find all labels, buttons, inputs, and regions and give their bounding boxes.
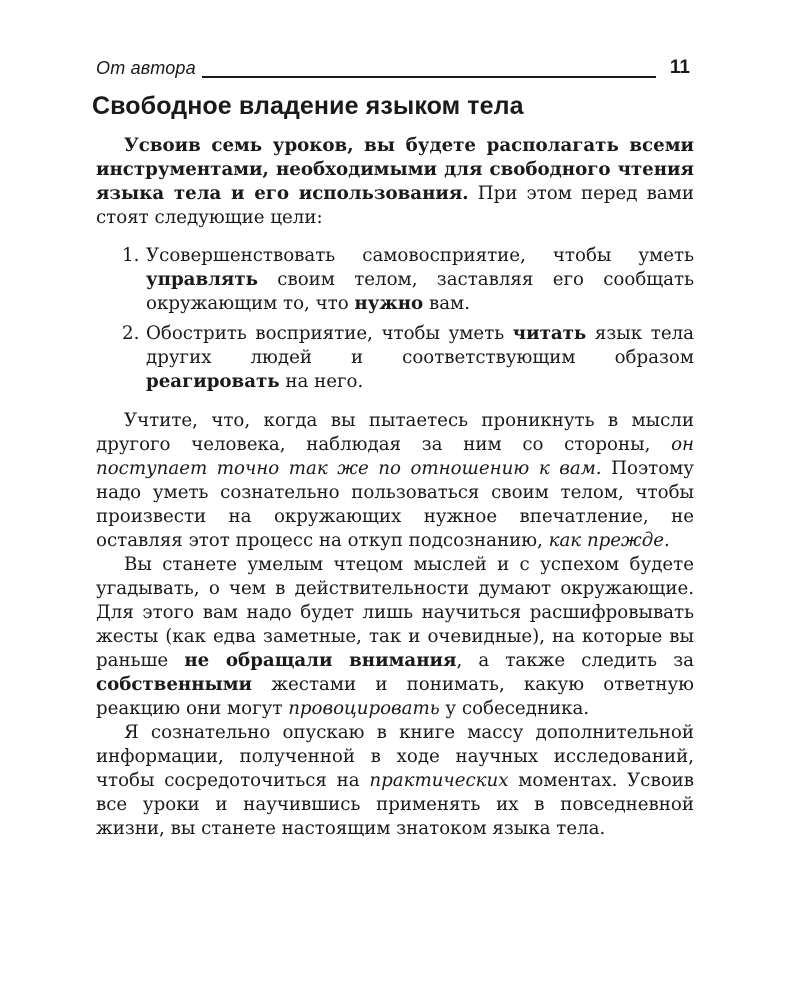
paragraph-3: [96, 721, 694, 841]
running-head: [96, 56, 692, 84]
paragraph-text: . Поэтому надо уметь сознательно пользоваться своим телом, чтобы произвести на окружающих нужное впечатление, не оставляя этот процесс на откуп подсознанию,: [96, 458, 694, 551]
paragraph-text: моментах. Усвоив все уроки и научившись применять их в повседневной жизни, вы станете настоящим знатоком языка тела.: [96, 770, 694, 839]
paragraph-2: [96, 553, 694, 721]
paragraph-text: , а также следить за: [456, 650, 694, 671]
page-number: 11: [669, 57, 690, 78]
goal-text: Усовершенствовать самовосприятие, чтобы уметь: [146, 245, 694, 266]
goal-text: язык тела других людей и соответствующим образом: [146, 323, 694, 368]
paragraph-bold: собственными: [96, 674, 253, 695]
section-heading: Свободное владение языком тела: [92, 92, 524, 120]
goal-emphasis: управлять: [146, 269, 258, 290]
goal-item-1: [96, 244, 694, 316]
running-head-rule: [202, 76, 656, 78]
paragraph-text: у собеседника.: [439, 698, 590, 719]
goal-text: своим телом, заставляя его сообщать окружающим то, что: [146, 269, 694, 314]
goal-number: 1.: [122, 245, 140, 266]
paragraph-text: Учтите, что, когда вы пытаетесь проникнуть в мысли другого человека, наблюдая за ним со стороны,: [96, 410, 694, 455]
intro-paragraph: [96, 134, 694, 230]
paragraph-italic: практических: [369, 770, 509, 791]
goal-text: Обострить восприятие, чтобы уметь: [146, 323, 513, 344]
paragraph-text: Я сознательно опускаю в книге массу дополнительной информации, полученной в ходе научных исследований, чтобы сосредоточиться на: [96, 722, 694, 791]
paragraph-bold: не обращали внимания: [184, 650, 457, 671]
goals-list: [96, 244, 694, 394]
goal-text: на него.: [279, 371, 364, 392]
goal-emphasis: реагировать: [146, 371, 280, 392]
body-text: [96, 134, 694, 841]
intro-bold: Усвоив семь уроков, вы будете располагать всеми инструментами, необходимыми для свободного чтения языка тела и его использования.: [96, 135, 694, 204]
paragraph-italic: он поступает точно так же по отношению к вам: [96, 434, 694, 479]
goal-item-2: [96, 322, 694, 394]
goal-emphasis: нужно: [354, 293, 424, 314]
running-head-title: От автора: [96, 58, 196, 78]
paragraph-italic: как прежде.: [548, 530, 670, 551]
paragraph-italic: провоцировать: [288, 698, 440, 719]
paragraph-text: Вы станете умелым чтецом мыслей и с успехом будете угадывать, о чем в действительности думают окружающие. Для этого вам надо будет лишь научиться расшифровывать жесты (как едва заметные, так и очевидные), на которые вы раньше: [96, 554, 694, 671]
goal-emphasis: читать: [512, 323, 587, 344]
goal-text: вам.: [423, 293, 470, 314]
paragraph-1: [96, 409, 694, 553]
paragraph-text: жестами и понимать, какую ответную реакцию они могут: [96, 674, 694, 719]
intro-rest: При этом перед вами стоят следующие цели:: [96, 183, 694, 228]
goal-number: 2.: [122, 323, 140, 344]
